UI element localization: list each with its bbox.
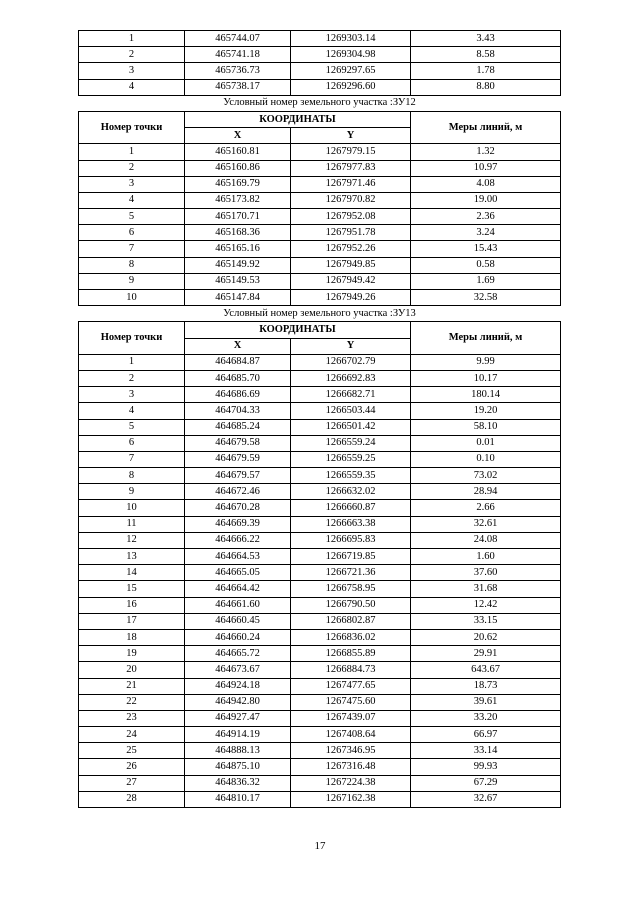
cell-x: 464684.87 (185, 354, 291, 370)
cell-line-measure: 37.60 (411, 565, 561, 581)
cell-point-number: 1 (79, 31, 185, 47)
cell-point-number: 22 (79, 694, 185, 710)
table-row (79, 273, 561, 289)
cell-x: 465738.17 (185, 79, 291, 95)
table-row (79, 468, 561, 484)
cell-point-number: 10 (79, 290, 185, 306)
cell-line-measure: 31.68 (411, 581, 561, 597)
header-row (79, 111, 561, 127)
cell-point-number: 9 (79, 484, 185, 500)
cell-y: 1267949.42 (291, 273, 411, 289)
cell-y: 1269304.98 (291, 47, 411, 63)
cell-y: 1266692.83 (291, 370, 411, 386)
cell-y: 1267952.26 (291, 241, 411, 257)
cell-line-measure: 67.29 (411, 775, 561, 791)
cell-y: 1267979.15 (291, 144, 411, 160)
cell-y: 1266559.24 (291, 435, 411, 451)
cell-line-measure: 3.24 (411, 225, 561, 241)
cell-x: 464666.22 (185, 532, 291, 548)
cell-y: 1267971.46 (291, 176, 411, 192)
cell-x: 464888.13 (185, 743, 291, 759)
table-row (79, 144, 561, 160)
cell-x: 465160.86 (185, 160, 291, 176)
table-row (79, 419, 561, 435)
cell-line-measure: 32.61 (411, 516, 561, 532)
cell-line-measure: 8.80 (411, 79, 561, 95)
cell-y: 1266501.42 (291, 419, 411, 435)
cell-x: 465736.73 (185, 63, 291, 79)
cell-y: 1267951.78 (291, 225, 411, 241)
cell-line-measure: 10.17 (411, 370, 561, 386)
cell-line-measure: 1.32 (411, 144, 561, 160)
cell-x: 464685.70 (185, 370, 291, 386)
cell-y: 1267408.64 (291, 727, 411, 743)
cell-line-measure: 99.93 (411, 759, 561, 775)
cell-x: 465165.16 (185, 241, 291, 257)
cell-point-number: 17 (79, 613, 185, 629)
cell-y: 1267346.95 (291, 743, 411, 759)
cell-y: 1267952.08 (291, 209, 411, 225)
cell-line-measure: 1.69 (411, 273, 561, 289)
header-row (79, 322, 561, 338)
cell-y: 1266884.73 (291, 662, 411, 678)
cell-y: 1266559.25 (291, 451, 411, 467)
cell-line-measure: 8.58 (411, 47, 561, 63)
cell-line-measure: 2.66 (411, 500, 561, 516)
cell-point-number: 8 (79, 468, 185, 484)
table-row (79, 516, 561, 532)
cell-line-measure: 0.01 (411, 435, 561, 451)
cell-x: 465741.18 (185, 47, 291, 63)
table-row (79, 387, 561, 403)
cell-x: 465173.82 (185, 192, 291, 208)
table-row (79, 31, 561, 47)
table-row (79, 581, 561, 597)
section-caption-row (79, 95, 561, 111)
table-row (79, 678, 561, 694)
cell-x: 464673.67 (185, 662, 291, 678)
table-row (79, 257, 561, 273)
cell-line-measure: 33.14 (411, 743, 561, 759)
table-row (79, 160, 561, 176)
cell-line-measure: 4.08 (411, 176, 561, 192)
cell-line-measure: 0.10 (411, 451, 561, 467)
cell-line-measure: 180.14 (411, 387, 561, 403)
cell-line-measure: 15.43 (411, 241, 561, 257)
table-row (79, 646, 561, 662)
cell-x: 464679.59 (185, 451, 291, 467)
cell-x: 464810.17 (185, 791, 291, 807)
coordinates-table (78, 30, 561, 808)
cell-line-measure: 32.67 (411, 791, 561, 807)
cell-y: 1267439.07 (291, 710, 411, 726)
table-row (79, 241, 561, 257)
cell-line-measure: 10.97 (411, 160, 561, 176)
cell-line-measure: 20.62 (411, 629, 561, 645)
cell-x: 464664.42 (185, 581, 291, 597)
table-row (79, 484, 561, 500)
cell-x: 465170.71 (185, 209, 291, 225)
cell-x: 465149.53 (185, 273, 291, 289)
cell-point-number: 1 (79, 354, 185, 370)
cell-x: 464665.05 (185, 565, 291, 581)
table-row (79, 597, 561, 613)
cell-point-number: 5 (79, 419, 185, 435)
cell-line-measure: 19.00 (411, 192, 561, 208)
cell-line-measure: 1.78 (411, 63, 561, 79)
table-row (79, 565, 561, 581)
cell-point-number: 18 (79, 629, 185, 645)
cell-x: 464670.28 (185, 500, 291, 516)
cell-line-measure: 24.08 (411, 532, 561, 548)
cell-y: 1266802.87 (291, 613, 411, 629)
section-caption: Условный номер земельного участка :ЗУ12 (79, 95, 561, 111)
header-x: X (185, 338, 291, 354)
cell-x: 464924.18 (185, 678, 291, 694)
table-row (79, 759, 561, 775)
cell-x: 464679.57 (185, 468, 291, 484)
header-line-measures: Меры линий, м (411, 111, 561, 143)
cell-point-number: 15 (79, 581, 185, 597)
cell-x: 464660.24 (185, 629, 291, 645)
table-row (79, 775, 561, 791)
cell-y: 1266663.38 (291, 516, 411, 532)
cell-point-number: 2 (79, 47, 185, 63)
cell-y: 1266632.02 (291, 484, 411, 500)
cell-point-number: 19 (79, 646, 185, 662)
page-number: 17 (314, 840, 326, 852)
cell-x: 464665.72 (185, 646, 291, 662)
cell-point-number: 2 (79, 160, 185, 176)
cell-x: 465744.07 (185, 31, 291, 47)
table-row (79, 451, 561, 467)
header-y: Y (291, 128, 411, 144)
cell-y: 1266702.79 (291, 354, 411, 370)
table-row (79, 629, 561, 645)
cell-line-measure: 73.02 (411, 468, 561, 484)
section-caption-row (79, 306, 561, 322)
cell-x: 465168.36 (185, 225, 291, 241)
header-coordinates: КООРДИНАТЫ (185, 322, 411, 338)
cell-y: 1266559.35 (291, 468, 411, 484)
table-row (79, 370, 561, 386)
cell-point-number: 3 (79, 176, 185, 192)
cell-point-number: 8 (79, 257, 185, 273)
cell-y: 1267477.65 (291, 678, 411, 694)
cell-line-measure: 58.10 (411, 419, 561, 435)
cell-y: 1267977.83 (291, 160, 411, 176)
cell-y: 1269303.14 (291, 31, 411, 47)
cell-x: 465160.81 (185, 144, 291, 160)
cell-y: 1266855.89 (291, 646, 411, 662)
cell-x: 464704.33 (185, 403, 291, 419)
cell-x: 465169.79 (185, 176, 291, 192)
cell-line-measure: 12.42 (411, 597, 561, 613)
cell-point-number: 7 (79, 241, 185, 257)
cell-point-number: 6 (79, 225, 185, 241)
cell-y: 1266721.36 (291, 565, 411, 581)
cell-y: 1266790.50 (291, 597, 411, 613)
section-caption: Условный номер земельного участка :ЗУ13 (79, 306, 561, 322)
cell-line-measure: 2.36 (411, 209, 561, 225)
cell-point-number: 26 (79, 759, 185, 775)
cell-y: 1266758.95 (291, 581, 411, 597)
cell-y: 1267224.38 (291, 775, 411, 791)
cell-line-measure: 3.43 (411, 31, 561, 47)
cell-line-measure: 9.99 (411, 354, 561, 370)
header-point-number: Номер точки (79, 322, 185, 354)
table-row (79, 47, 561, 63)
table-row (79, 694, 561, 710)
cell-line-measure: 33.20 (411, 710, 561, 726)
cell-point-number: 6 (79, 435, 185, 451)
cell-point-number: 7 (79, 451, 185, 467)
cell-x: 464686.69 (185, 387, 291, 403)
table-row (79, 290, 561, 306)
cell-line-measure: 29.91 (411, 646, 561, 662)
table-row (79, 791, 561, 807)
cell-point-number: 11 (79, 516, 185, 532)
cell-line-measure: 33.15 (411, 613, 561, 629)
cell-x: 464661.60 (185, 597, 291, 613)
table-row (79, 743, 561, 759)
cell-line-measure: 19.20 (411, 403, 561, 419)
cell-line-measure: 643.67 (411, 662, 561, 678)
cell-point-number: 4 (79, 79, 185, 95)
cell-y: 1267162.38 (291, 791, 411, 807)
cell-point-number: 21 (79, 678, 185, 694)
cell-point-number: 12 (79, 532, 185, 548)
cell-x: 464679.58 (185, 435, 291, 451)
cell-x: 464672.46 (185, 484, 291, 500)
cell-point-number: 27 (79, 775, 185, 791)
cell-point-number: 13 (79, 549, 185, 565)
cell-x: 465149.92 (185, 257, 291, 273)
cell-y: 1267316.48 (291, 759, 411, 775)
table-row (79, 549, 561, 565)
cell-y: 1266695.83 (291, 532, 411, 548)
table-row (79, 710, 561, 726)
cell-point-number: 4 (79, 192, 185, 208)
header-line-measures: Меры линий, м (411, 322, 561, 354)
table-row (79, 435, 561, 451)
cell-point-number: 23 (79, 710, 185, 726)
cell-y: 1266682.71 (291, 387, 411, 403)
header-point-number: Номер точки (79, 111, 185, 143)
table-row (79, 403, 561, 419)
cell-x: 464942.80 (185, 694, 291, 710)
cell-x: 464669.39 (185, 516, 291, 532)
table-row (79, 209, 561, 225)
cell-x: 464836.32 (185, 775, 291, 791)
cell-point-number: 4 (79, 403, 185, 419)
header-coordinates: КООРДИНАТЫ (185, 111, 411, 127)
table-row (79, 176, 561, 192)
cell-point-number: 14 (79, 565, 185, 581)
cell-point-number: 2 (79, 370, 185, 386)
cell-x: 464927.47 (185, 710, 291, 726)
table-row (79, 225, 561, 241)
cell-point-number: 28 (79, 791, 185, 807)
cell-line-measure: 28.94 (411, 484, 561, 500)
cell-point-number: 10 (79, 500, 185, 516)
cell-x: 464914.19 (185, 727, 291, 743)
cell-x: 464875.10 (185, 759, 291, 775)
cell-y: 1266719.85 (291, 549, 411, 565)
cell-point-number: 3 (79, 63, 185, 79)
cell-line-measure: 39.61 (411, 694, 561, 710)
cell-y: 1266660.87 (291, 500, 411, 516)
cell-y: 1267970.82 (291, 192, 411, 208)
cell-y: 1267949.85 (291, 257, 411, 273)
cell-point-number: 25 (79, 743, 185, 759)
cell-line-measure: 18.73 (411, 678, 561, 694)
cell-y: 1266836.02 (291, 629, 411, 645)
cell-point-number: 3 (79, 387, 185, 403)
cell-y: 1269297.65 (291, 63, 411, 79)
cell-line-measure: 0.58 (411, 257, 561, 273)
cell-point-number: 5 (79, 209, 185, 225)
cell-y: 1269296.60 (291, 79, 411, 95)
cell-point-number: 9 (79, 273, 185, 289)
cell-x: 464660.45 (185, 613, 291, 629)
cell-x: 464685.24 (185, 419, 291, 435)
header-x: X (185, 128, 291, 144)
table-row (79, 727, 561, 743)
cell-point-number: 1 (79, 144, 185, 160)
table-row (79, 613, 561, 629)
cell-y: 1267475.60 (291, 694, 411, 710)
cell-line-measure: 66.97 (411, 727, 561, 743)
table-row (79, 192, 561, 208)
cell-point-number: 16 (79, 597, 185, 613)
cell-point-number: 24 (79, 727, 185, 743)
cell-point-number: 20 (79, 662, 185, 678)
cell-x: 465147.84 (185, 290, 291, 306)
cell-y: 1266503.44 (291, 403, 411, 419)
cell-line-measure: 32.58 (411, 290, 561, 306)
header-y: Y (291, 338, 411, 354)
table-row (79, 354, 561, 370)
table-row (79, 79, 561, 95)
cell-y: 1267949.26 (291, 290, 411, 306)
table-row (79, 63, 561, 79)
table-row (79, 500, 561, 516)
table-row (79, 532, 561, 548)
cell-x: 464664.53 (185, 549, 291, 565)
table-row (79, 662, 561, 678)
cell-line-measure: 1.60 (411, 549, 561, 565)
